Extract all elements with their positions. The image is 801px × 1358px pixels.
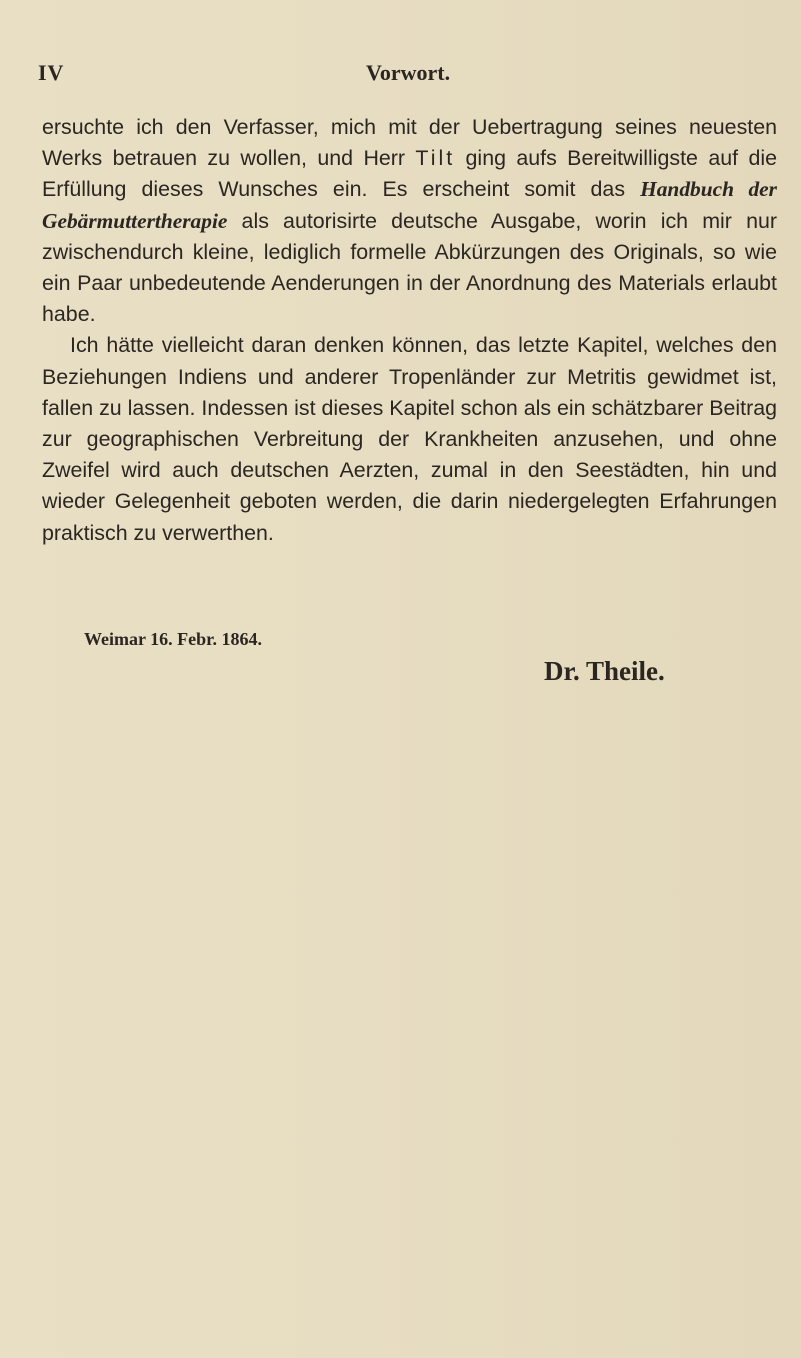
person-name: Tilt [415,146,456,171]
page-number: IV [38,60,65,85]
signature: Dr. Theile. [544,656,665,686]
book-title: Handbuch der Gebärmuttertherapie [42,177,777,233]
running-head [38,60,778,90]
paragraph-2: Ich hätte vielleicht daran denken können, das letzte Kapitel, welches den Beziehungen Indiens und anderer Tropenländer zur Metritis gewidmet ist, fallen zu lassen. Indessen ist dieses Kapitel schon als ein schätzbarer Beitrag zur geographischen Verbreitung der Krankheiten anzusehen, und ohne Zweifel wird auch deutschen Aerzten, zumal in den Seestädten, hin und wieder Gelegenheit geboten werden, die darin niedergelegten Erfahrungen praktisch zu verwerthen. [42,333,777,545]
dateline: Weimar 16. Febr. 1864. [84,629,262,649]
paragraph-1-part-b: ging aufs Bereitwilligste auf die Erfüllung dieses Wunsches ein. Es erscheint somit das [42,146,777,202]
preface-text [42,112,777,549]
running-title: Vorwort. [366,60,451,85]
paragraph-1 [42,112,777,330]
paragraph-1-part-a: ersuchte ich den Verfasser, mich mit der Uebertragung seines neuesten Werks betrauen zu wollen, und Herr [42,115,777,171]
paragraph-1-part-c: als autorisirte deutsche Ausgabe, worin ich mir nur zwischendurch kleine, lediglich formelle Abkürzungen des Originals, so wie ein Paar unbedeutende Aenderungen in der Anordnung des Materials erlaubt habe. [42,208,777,327]
